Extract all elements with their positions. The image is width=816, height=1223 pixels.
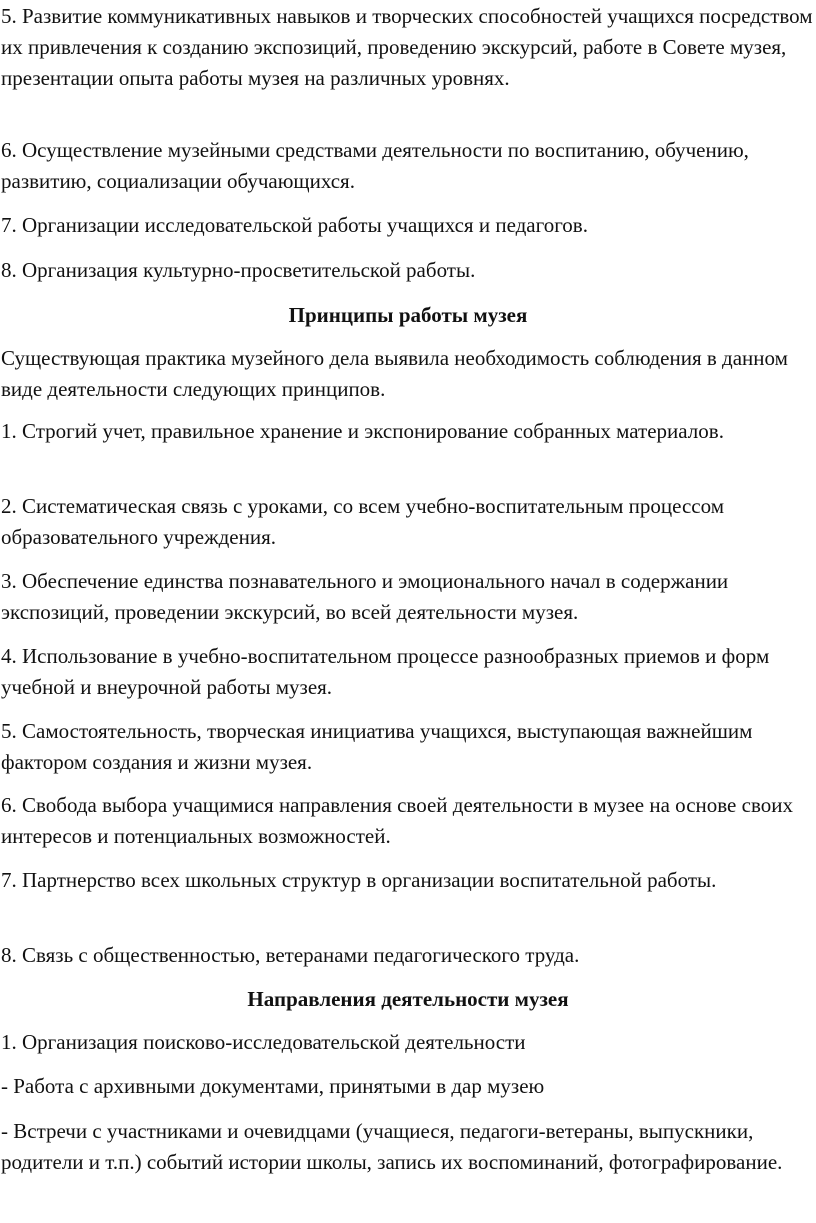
principle-item-3: 3. Обеспечение единства познавательного и эмоционального начал в содержании экспозиций, проведении экскурсий, во всей деятельности музея. — [1, 569, 729, 624]
principle-item-4: 4. Использование в учебно-воспитательном процессе разнообразных приемов и форм учебной и внеурочной работы музея. — [1, 644, 770, 699]
heading-principles: Принципы работы музея — [288, 303, 528, 327]
principle-item-2: 2. Систематическая связь с уроками, со всем учебно-воспитательным процессом образовательного учреждения. — [1, 494, 724, 549]
paragraph-goal-5: 5. Развитие коммуникативных навыков и творческих способностей учащихся посредством их привлечения к созданию экспозиций, проведению экскурсий, работе в Совете музея, презентации опыта работы музея на различных уровнях. — [1, 4, 813, 90]
paragraph-principles-intro: Существующая практика музейного дела выявила необходимость соблюдения в данном виде деятельности следующих принципов. — [1, 346, 788, 401]
principle-item-1: 1. Строгий учет, правильное хранение и экспонирование собранных материалов. — [1, 419, 724, 443]
principle-item-5: 5. Самостоятельность, творческая инициатива учащихся, выступающая важнейшим фактором создания и жизни музея. — [1, 719, 753, 774]
direction-sub-item-archive: - Работа с архивными документами, принятыми в дар музею — [1, 1074, 545, 1098]
principle-item-8: 8. Связь с общественностью, ветеранами педагогического труда. — [1, 943, 580, 967]
principle-item-7: 7. Партнерство всех школьных структур в организации воспитательной работы. — [1, 868, 717, 892]
principle-item-6: 6. Свобода выбора учащимися направления своей деятельности в музее на основе своих интересов и потенциальных возможностей. — [1, 793, 793, 848]
direction-item-1: 1. Организация поисково-исследовательской деятельности — [1, 1030, 526, 1054]
paragraph-goal-6: 6. Осуществление музейными средствами деятельности по воспитанию, обучению, развитию, социализации обучающихся. — [1, 138, 749, 193]
paragraph-goal-7: 7. Организации исследовательской работы учащихся и педагогов. — [1, 213, 588, 237]
heading-directions: Направления деятельности музея — [247, 987, 569, 1011]
direction-sub-item-meetings: - Встречи с участниками и очевидцами (учащиеся, педагоги-ветераны, выпускники, родители и т.п.) событий истории школы, запись их воспоминаний, фотографирование. — [1, 1119, 783, 1174]
paragraph-goal-8: 8. Организация культурно-просветительской работы. — [1, 258, 476, 282]
